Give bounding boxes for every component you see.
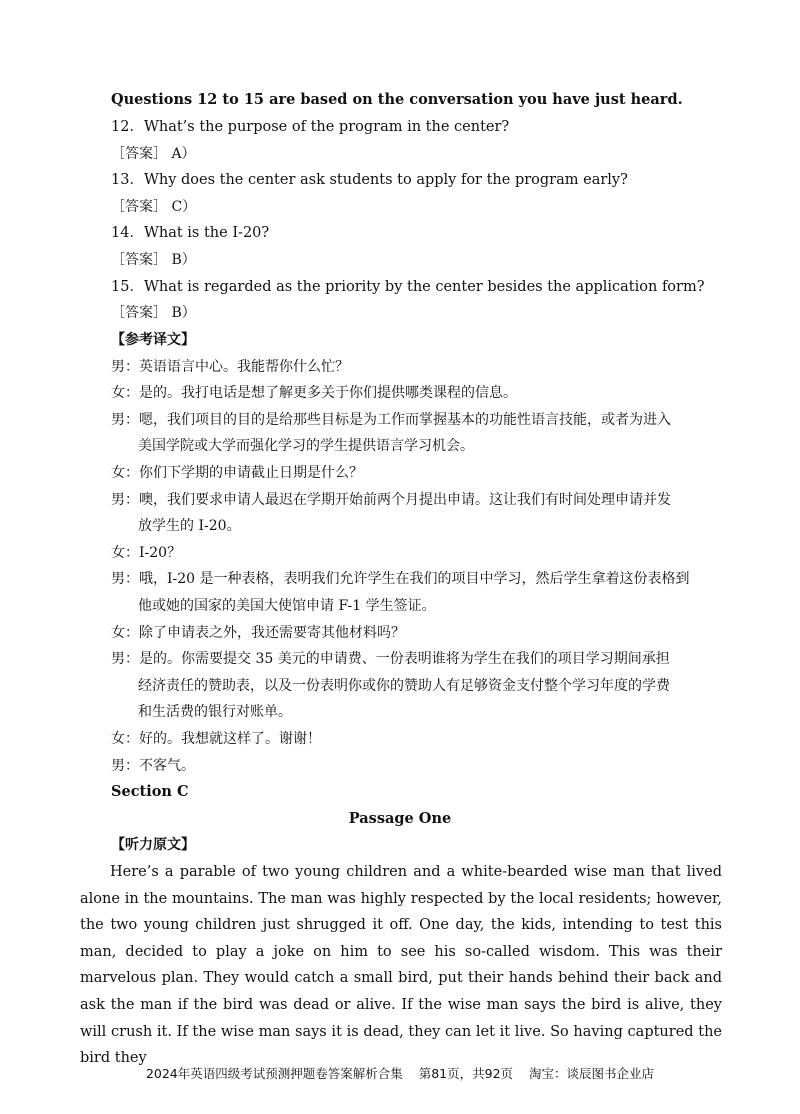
dialogue-line: 女：你们下学期的申请截止日期是什么？ [111, 465, 363, 481]
passage-title: Passage One [348, 810, 452, 827]
dialogue-line: 男：英语语言中心。我能帮你什么忙？ [111, 359, 349, 375]
translation-heading: 【参考译文】 [111, 332, 195, 348]
passage-text: Here’s a parable of two young children and a white-bearded wise man that lived alone in the mountains. The man was highly respected by the local residents; however, the two young children just shrugged it off. One day, the kids, intending to test this man, decided to play a joke on him to see his so-called wisdom. This was their marvelous plan. They would catch a small bird, put their hands behind their back and ask the man if the bird was dead or alive. If the wise man says the bird is alive, they will crush it. If the wise man says it is dead, they can let it live. So having captured the bird they [80, 864, 722, 1067]
dialogue-line-continued: 放学生的 I-20。 [138, 518, 241, 534]
passage-paragraph [80, 859, 722, 1072]
dialogue-line-continued: 经济责任的赞助表，以及一份表明你或你的赞助人有足够资金支付整个学习年度的学费 [138, 678, 670, 694]
question-13: 13．Why does the center ask students to apply for the program early? [111, 172, 628, 188]
question-14: 14．What is the I-20? [111, 225, 270, 241]
dialogue-line-continued: 美国学院或大学而强化学习的学生提供语言学习机会。 [138, 438, 474, 454]
dialogue-line: 男：嗯，我们项目的目的是给那些目标是为工作而掌握基本的功能性语言技能，或者为进入 [111, 412, 671, 428]
answer-12: ［答案］ A） [111, 146, 196, 162]
page-footer [0, 1064, 800, 1082]
script-heading: 【听力原文】 [111, 837, 195, 853]
dialogue-line: 女：I-20？ [111, 545, 182, 561]
dialogue-line-continued: 和生活费的银行对账单。 [138, 704, 292, 720]
answer-14: ［答案］ B） [111, 252, 196, 268]
footer-book-title: 2024年英语四级考试预测押题卷答案解析合集 [145, 1066, 403, 1081]
questions-heading: Questions 12 to 15 are based on the conversation you have just heard. [111, 91, 683, 108]
dialogue-line: 男：哦，I-20 是一种表格，表明我们允许学生在我们的项目中学习，然后学生拿着这份表格到 [111, 571, 690, 587]
dialogue-line: 男：噢，我们要求申请人最迟在学期开始前两个月提出申请。这让我们有时间处理申请并发 [111, 492, 671, 508]
question-12: 12．What’s the purpose of the program in the center? [111, 119, 510, 135]
dialogue-line: 女：是的。我打电话是想了解更多关于你们提供哪类课程的信息。 [111, 385, 517, 401]
question-15: 15．What is regarded as the priority by the center besides the application form? [111, 279, 705, 295]
section-c-title: Section C [111, 783, 189, 800]
dialogue-line: 女：好的。我想就这样了。谢谢！ [111, 731, 321, 747]
dialogue-line: 男：不客气。 [111, 758, 195, 774]
answer-13: ［答案］ C） [111, 199, 197, 215]
footer-shop: 淘宝：谈辰图书企业店 [529, 1066, 655, 1081]
dialogue-line: 男：是的。你需要提交 35 美元的申请费、一份表明谁将为学生在我们的项目学习期间承担 [111, 651, 670, 667]
dialogue-line: 女：除了申请表之外，我还需要寄其他材料吗？ [111, 625, 405, 641]
footer-page-number: 第81页，共92页 [418, 1066, 514, 1081]
answer-15: ［答案］ B） [111, 305, 196, 321]
dialogue-line-continued: 他或她的国家的美国大使馆申请 F-1 学生签证。 [138, 598, 436, 614]
